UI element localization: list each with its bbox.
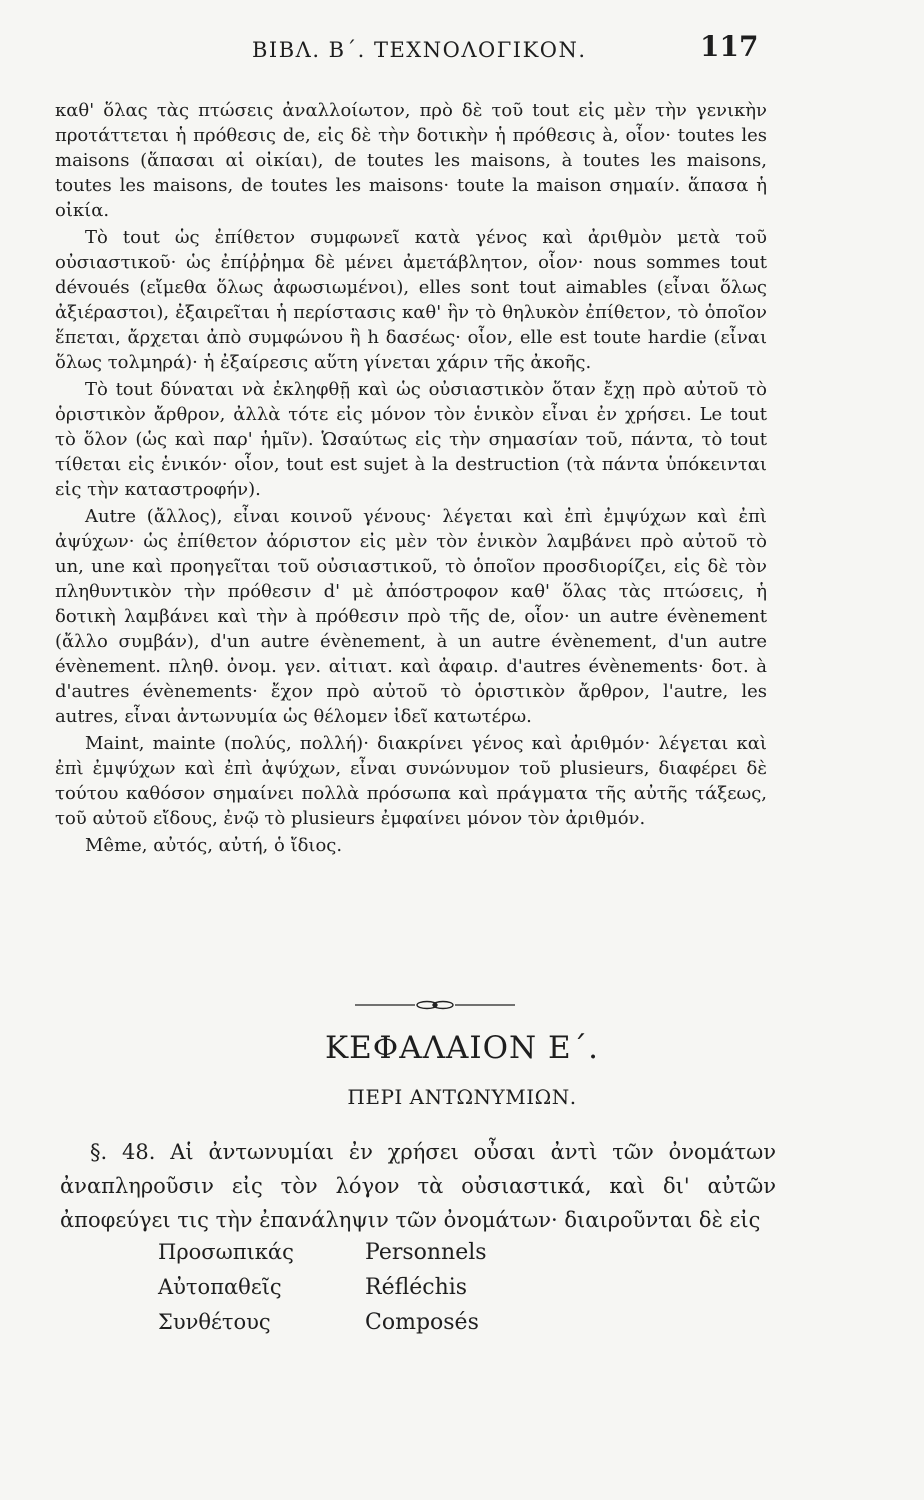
- section-title: ΠΕΡΙ ΑΝΤΩΝΥΜΙΩΝ.: [347, 1085, 577, 1109]
- list-item: [158, 1275, 558, 1310]
- paragraph-autre: Autre (ἄλλος), εἶναι κοινοῦ γένους· λέγεται καὶ ἐπὶ ἐμψύχων καὶ ἐπὶ ἀψύχων· ὡς ἐπίθετον ἀόριστον εἰς μὲν τὸν ἑνικὸν λαμβάνει πρὸ αὐτοῦ τὸ un, une καὶ προηγεῖται τοῦ οὐσιαστικοῦ, τὸ ὁποῖον προσδιορίζει, εἰς δὲ τὸν πληθυντικὸν τὴν πρόθεσιν d' μὲ ἀπόστροφον καθ' ὅλας τὰς πτώσεις, ἡ δοτικὴ λαμβάνει καὶ τὴν à πρόθεσιν πρὸ τῆς de, οἷον· un autre évènement (ἄλλο συμβάν), d'un autre évènement, à un autre évènement, d'un autre évènement. πληθ. ὀνομ. γεν. αἰτιατ. καὶ ἀφαιρ. d'autres évènements· δοτ. à d'autres évènements· ἔχον πρὸ αὐτοῦ τὸ ὁριστικὸν ἄρθρον, l'autre, les autres, εἶναι ἀντωνυμία ὡς θέλομεν ἰδεῖ κατωτέρω.: [55, 506, 767, 727]
- section-number: §. 48.: [90, 1140, 156, 1164]
- body-text: [55, 98, 767, 860]
- ornament-divider-icon: [355, 1000, 515, 1010]
- running-head: ΒΙΒΛ. Β΄. ΤΕΧΝΟΛΟΓΙΚΟΝ.: [252, 38, 587, 62]
- pronoun-french: Personnels: [365, 1240, 487, 1265]
- paragraph-maint: Maint, mainte (πολύς, πολλή)· διακρίνει γένος καὶ ἀριθμόν· λέγεται καὶ ἐπὶ ἐμψύχων καὶ ἐπὶ ἀψύχων, εἶναι συνώνυμον τοῦ plusieurs, διαφέρει δὲ τούτου καθόσον σημαίνει πολλὰ πρόσωπα καὶ πράγματα τῆς αὐτῆς τάξεως, τοῦ αὐτοῦ εἴδους, ἐνῷ τὸ plusieurs ἐμφαίνει μόνον τὸν ἀριθμόν.: [55, 733, 767, 829]
- pronoun-greek: Αὐτοπαθεῖς: [158, 1275, 282, 1299]
- chapter-title: ΚΕΦΑΛΑΙΟΝ Ε΄.: [325, 1030, 599, 1066]
- pronoun-greek: Προσωπικάς: [158, 1240, 294, 1264]
- paragraph-meme: Même, αὐτός, αὐτή, ὁ ἴδιος.: [85, 835, 343, 856]
- section-48-paragraph: [60, 1135, 776, 1237]
- list-item: [158, 1310, 558, 1345]
- pronoun-type-list: [158, 1240, 558, 1345]
- section-text: Αἱ ἀντωνυμίαι ἐν χρήσει οὖσαι ἀντὶ τῶν ὀνομάτων ἀναπληροῦσιν εἰς τὸν λόγον τὰ οὐσιαστικά, καὶ δι' αὐτῶν ἀποφεύγει τις τὴν ἐπανάληψιν τῶν ὀνομάτων· διαιροῦνται δὲ εἰς: [60, 1140, 776, 1232]
- paragraph-tout-adjective: Τὸ tout ὡς ἐπίθετον συμφωνεῖ κατὰ γένος καὶ ἀριθμὸν μετὰ τοῦ οὐσιαστικοῦ· ὡς ἐπίῤῥημα δὲ μένει ἀμετάβλητον, οἷον· nous sommes tout dévoués (εἴμεθα ὅλως ἀφωσιωμένοι), elles sont tout aimables (εἶναι ὅλως ἀξιέραστοι), ἐξαιρεῖται ἡ περίστασις καθ' ἣν τὸ θηλυκὸν ἐπίθετον, τὸ ὁποῖον ἕπεται, ἄρχεται ἀπὸ συμφώνου ἢ h δασέως· οἷον, elle est toute hardie (εἶναι ὅλως τολμηρά)· ἡ ἐξαίρεσις αὕτη γίνεται χάριν τῆς ἀκοῆς.: [55, 227, 767, 373]
- pronoun-french: Réfléchis: [365, 1275, 468, 1300]
- pronoun-greek: Συνθέτους: [158, 1310, 271, 1334]
- list-item: [158, 1240, 558, 1275]
- pronoun-french: Composés: [365, 1310, 479, 1335]
- paragraph-tout-cases: καθ' ὅλας τὰς πτώσεις ἀναλλοίωτον, πρὸ δὲ τοῦ tout εἰς μὲν τὴν γενικὴν προτάττεται ἡ πρόθεσις de, εἰς δὲ τὴν δοτικὴν ἡ πρόθεσις à, οἷον· toutes les maisons (ἅπασαι αἱ οἰκίαι), de toutes les maisons, à toutes les maisons, toutes les maisons, de toutes les maisons· toute la maison σημαίν. ἅπασα ἡ οἰκία.: [55, 100, 767, 221]
- paragraph-tout-noun: Τὸ tout δύναται νὰ ἐκληφθῇ καὶ ὡς οὐσιαστικὸν ὅταν ἔχῃ πρὸ αὐτοῦ τὸ ὁριστικὸν ἄρθρον, ἀλλὰ τότε εἰς μόνον τὸν ἑνικὸν εἶναι ἐν χρήσει. Le tout τὸ ὅλον (ὡς καὶ παρ' ἡμῖν). Ὡσαύτως εἰς τὴν σημασίαν τοῦ, πάντα, τὸ tout τίθεται εἰς ἑνικόν· οἷον, tout est sujet à la destruction (τὰ πάντα ὑπόκεινται εἰς τὴν καταστροφήν).: [55, 379, 767, 500]
- page-number: 117: [700, 30, 759, 63]
